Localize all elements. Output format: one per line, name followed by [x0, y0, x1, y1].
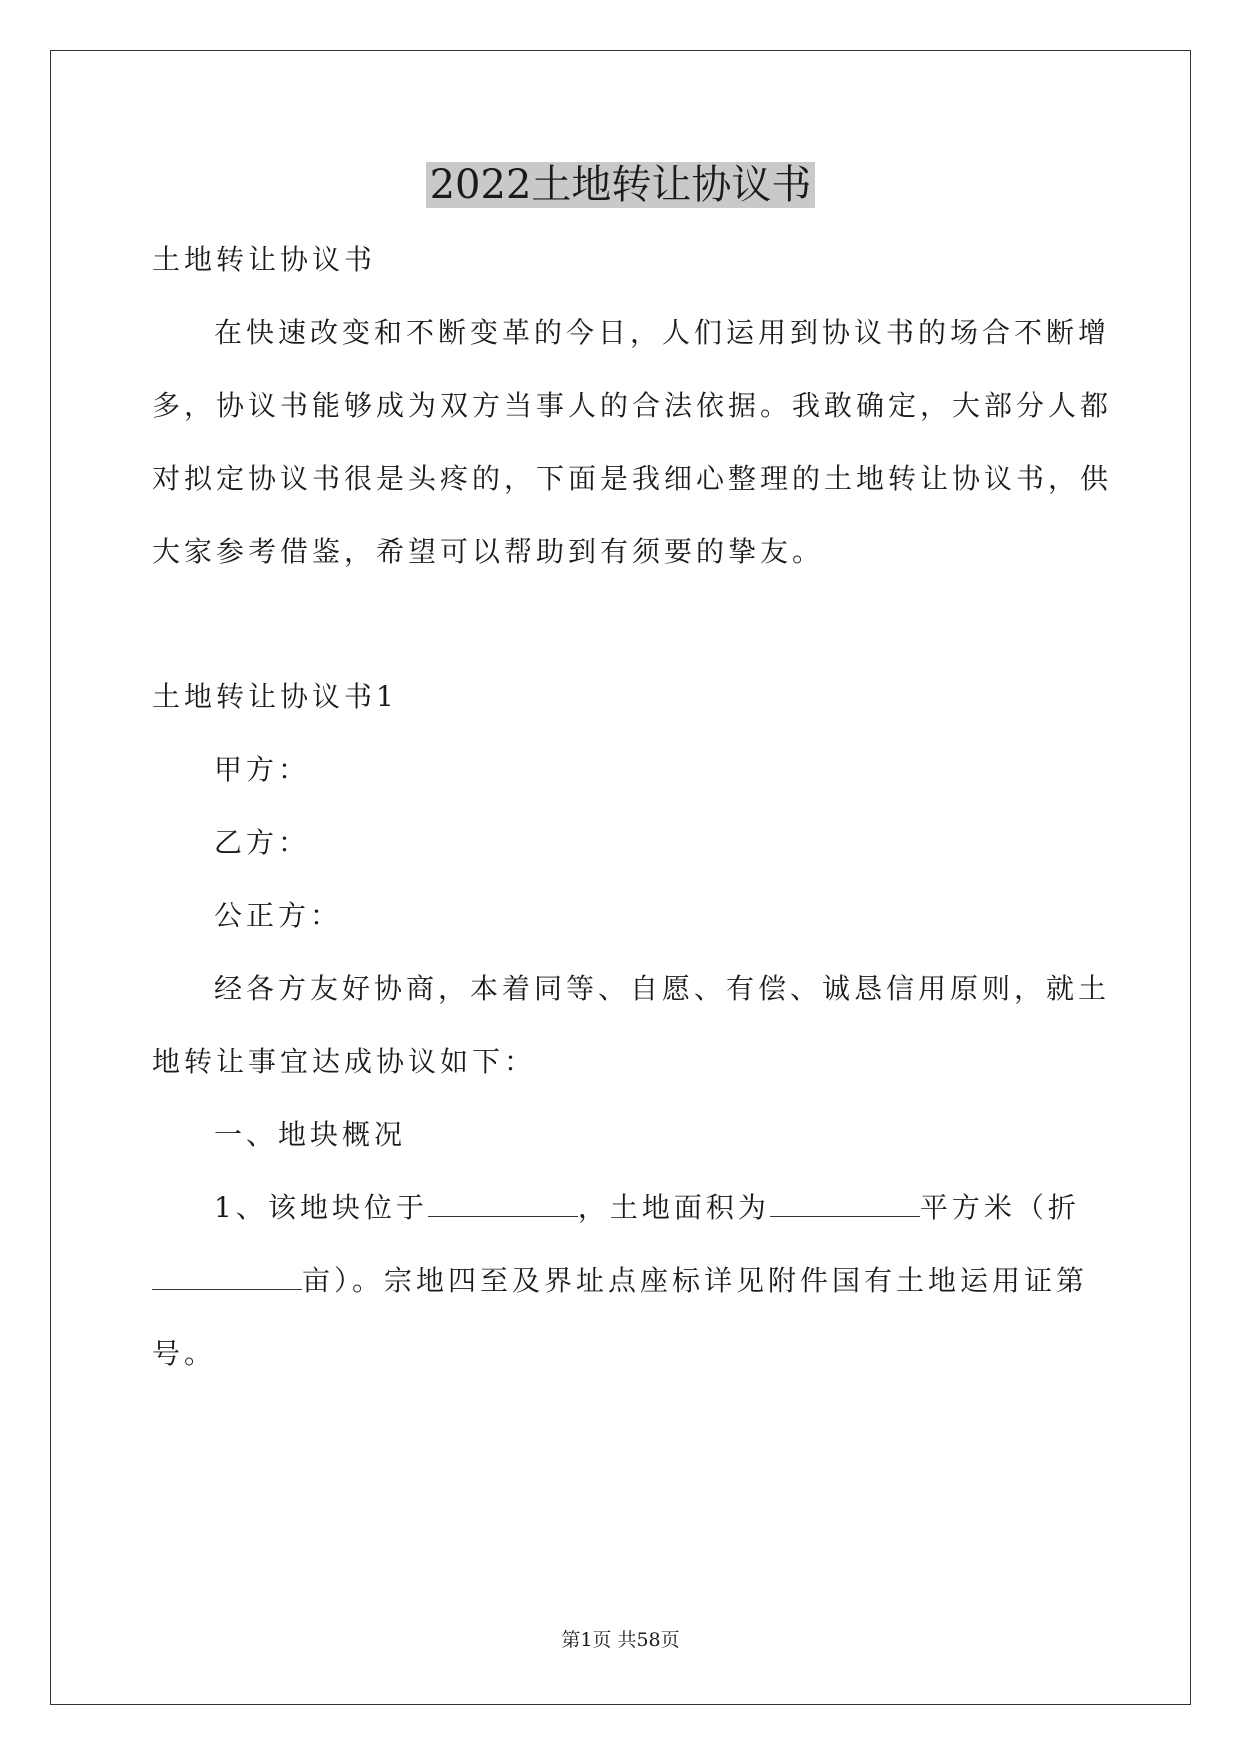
document-title	[0, 155, 1241, 215]
clause-text: 亩）。宗地四至及界址点座标详见附件国有土地运用证第	[302, 1264, 1089, 1297]
page-footer: 第1页 共58页	[561, 1629, 680, 1651]
location-blank	[428, 1190, 578, 1217]
clause-text: ，土地面积为	[577, 1191, 770, 1224]
agreement-line: 地转让事宜达成协议如下：	[152, 1045, 537, 1078]
agreement-line: 经各方友好协商，本着同等、自愿、有偿、诚恳信用原则，就土	[214, 972, 1111, 1005]
clause-text: 1、该地块位于	[214, 1191, 428, 1224]
party-a-label: 甲方：	[214, 753, 311, 786]
party-b-label: 乙方：	[214, 826, 311, 859]
subtitle: 土地转让协议书	[152, 243, 377, 276]
clause-1-1-line1	[214, 1188, 1154, 1228]
notary-label: 公正方：	[214, 899, 343, 932]
clause-1-1-line2	[152, 1261, 1092, 1301]
area-blank	[770, 1190, 920, 1217]
clause-1-1-line3: 号。	[152, 1337, 217, 1370]
page-border	[50, 50, 1191, 1705]
intro-line: 多，协议书能够成为双方当事人的合法依据。我敢确定，大部分人都	[152, 389, 1113, 422]
clause-text: 平方米（折	[919, 1191, 1080, 1224]
mu-blank	[152, 1263, 302, 1290]
intro-line: 在快速改变和不断变革的今日，人们运用到协议书的场合不断增	[214, 316, 1111, 349]
section-title: 土地转让协议书1	[152, 680, 398, 713]
intro-line: 大家参考借鉴，希望可以帮助到有须要的挚友。	[152, 535, 825, 568]
intro-line: 对拟定协议书很是头疼的，下面是我细心整理的土地转让协议书，供	[152, 462, 1113, 495]
title-text: 2022土地转让协议书	[426, 162, 816, 208]
clause-title: 一、地块概况	[214, 1118, 407, 1151]
